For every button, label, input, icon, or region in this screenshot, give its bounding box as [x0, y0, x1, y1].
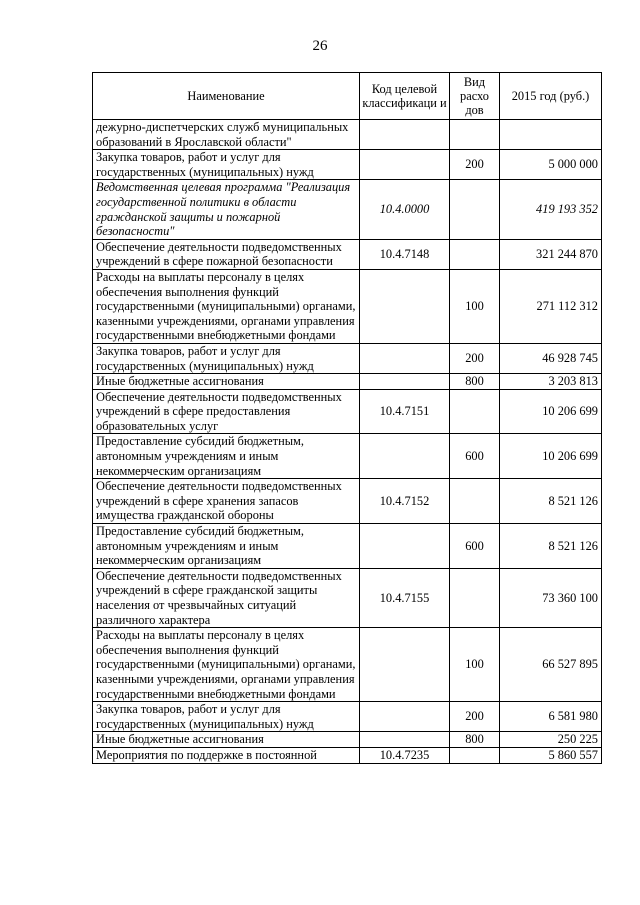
row-kind-cell: 100	[450, 269, 500, 343]
row-name-cell: Иные бюджетные ассигнования	[93, 374, 360, 390]
table-row	[93, 389, 602, 434]
row-sum-cell: 10 206 699	[500, 434, 602, 479]
row-name-cell: Предоставление субсидий бюджетным, автономным учреждениям и иным некоммерческим организациям	[93, 524, 360, 569]
row-sum-cell: 46 928 745	[500, 343, 602, 373]
table-row	[93, 568, 602, 627]
row-name-cell: Расходы на выплаты персоналу в целях обеспечения выполнения функций государственными (муниципальными) органами, казенными учреждениями, органами управления государственными внебюджетными фондами	[93, 269, 360, 343]
row-code-cell: 10.4.7155	[360, 568, 450, 627]
table-row	[93, 479, 602, 524]
row-sum-cell: 73 360 100	[500, 568, 602, 627]
row-name-cell: Обеспечение деятельности подведомственных учреждений в сфере предоставления образовательных услуг	[93, 389, 360, 434]
header-kind: Вид расхо дов	[450, 73, 500, 120]
row-kind-cell: 200	[450, 343, 500, 373]
table-row	[93, 269, 602, 343]
row-name-cell: Закупка товаров, работ и услуг для государственных (муниципальных) нужд	[93, 702, 360, 732]
row-sum-cell: 10 206 699	[500, 389, 602, 434]
row-kind-cell: 200	[450, 702, 500, 732]
header-code: Код целевой классификаци и	[360, 73, 450, 120]
row-name-cell: Расходы на выплаты персоналу в целях обеспечения выполнения функций государственными (муниципальными) органами, казенными учреждениями, органами управления государственными внебюджетными фондами	[93, 628, 360, 702]
row-name-cell: Обеспечение деятельности подведомственных учреждений в сфере гражданской защиты населения от чрезвычайных ситуаций различного характера	[93, 568, 360, 627]
row-name-cell: дежурно-диспетчерских служб муниципальных образований в Ярославской области"	[93, 120, 360, 150]
row-code-cell: 10.4.7152	[360, 479, 450, 524]
row-code-cell	[360, 150, 450, 180]
row-kind-cell	[450, 479, 500, 524]
table-row	[93, 524, 602, 569]
row-sum-cell: 250 225	[500, 732, 602, 748]
row-code-cell	[360, 628, 450, 702]
row-name-cell: Обеспечение деятельности подведомственных учреждений в сфере хранения запасов имущества гражданской обороны	[93, 479, 360, 524]
table-row	[93, 702, 602, 732]
row-code-cell	[360, 120, 450, 150]
table-row	[93, 150, 602, 180]
row-code-cell: 10.4.0000	[360, 180, 450, 239]
row-code-cell	[360, 343, 450, 373]
row-kind-cell	[450, 389, 500, 434]
table-row	[93, 732, 602, 748]
header-sum: 2015 год (руб.)	[500, 73, 602, 120]
row-code-cell: 10.4.7151	[360, 389, 450, 434]
row-name-cell: Предоставление субсидий бюджетным, автономным учреждениям и иным некоммерческим организациям	[93, 434, 360, 479]
row-kind-cell	[450, 120, 500, 150]
table-row	[93, 374, 602, 390]
table-row	[93, 239, 602, 269]
row-sum-cell: 5 000 000	[500, 150, 602, 180]
row-name-cell: Мероприятия по поддержке в постоянной	[93, 747, 360, 763]
row-code-cell	[360, 732, 450, 748]
row-sum-cell: 321 244 870	[500, 239, 602, 269]
table-row	[93, 434, 602, 479]
row-kind-cell	[450, 180, 500, 239]
row-sum-cell: 5 860 557	[500, 747, 602, 763]
row-sum-cell: 8 521 126	[500, 479, 602, 524]
page-number: 26	[312, 38, 328, 54]
row-code-cell: 10.4.7148	[360, 239, 450, 269]
row-code-cell: 10.4.7235	[360, 747, 450, 763]
row-kind-cell	[450, 568, 500, 627]
row-kind-cell: 800	[450, 732, 500, 748]
row-name-cell: Иные бюджетные ассигнования	[93, 732, 360, 748]
row-code-cell	[360, 434, 450, 479]
row-code-cell	[360, 524, 450, 569]
row-code-cell	[360, 702, 450, 732]
table-row	[93, 343, 602, 373]
row-sum-cell	[500, 120, 602, 150]
table-row	[93, 747, 602, 763]
row-name-cell: Закупка товаров, работ и услуг для государственных (муниципальных) нужд	[93, 343, 360, 373]
table-header-row	[93, 73, 602, 120]
row-sum-cell: 3 203 813	[500, 374, 602, 390]
table-row	[93, 120, 602, 150]
row-kind-cell: 600	[450, 524, 500, 569]
row-name-cell: Закупка товаров, работ и услуг для государственных (муниципальных) нужд	[93, 150, 360, 180]
row-sum-cell: 8 521 126	[500, 524, 602, 569]
table-body	[93, 120, 602, 764]
row-kind-cell: 100	[450, 628, 500, 702]
header-name: Наименование	[93, 73, 360, 120]
row-kind-cell	[450, 239, 500, 269]
row-name-cell: Ведомственная целевая программа "Реализация государственной политики в области гражданской защиты и пожарной безопасности"	[93, 180, 360, 239]
table-row	[93, 628, 602, 702]
row-sum-cell: 271 112 312	[500, 269, 602, 343]
row-sum-cell: 66 527 895	[500, 628, 602, 702]
row-sum-cell: 6 581 980	[500, 702, 602, 732]
table-row	[93, 180, 602, 239]
row-name-cell: Обеспечение деятельности подведомственных учреждений в сфере пожарной безопасности	[93, 239, 360, 269]
row-code-cell	[360, 374, 450, 390]
budget-table	[92, 72, 602, 764]
row-code-cell	[360, 269, 450, 343]
row-kind-cell: 600	[450, 434, 500, 479]
row-kind-cell	[450, 747, 500, 763]
row-kind-cell: 200	[450, 150, 500, 180]
row-kind-cell: 800	[450, 374, 500, 390]
row-sum-cell: 419 193 352	[500, 180, 602, 239]
